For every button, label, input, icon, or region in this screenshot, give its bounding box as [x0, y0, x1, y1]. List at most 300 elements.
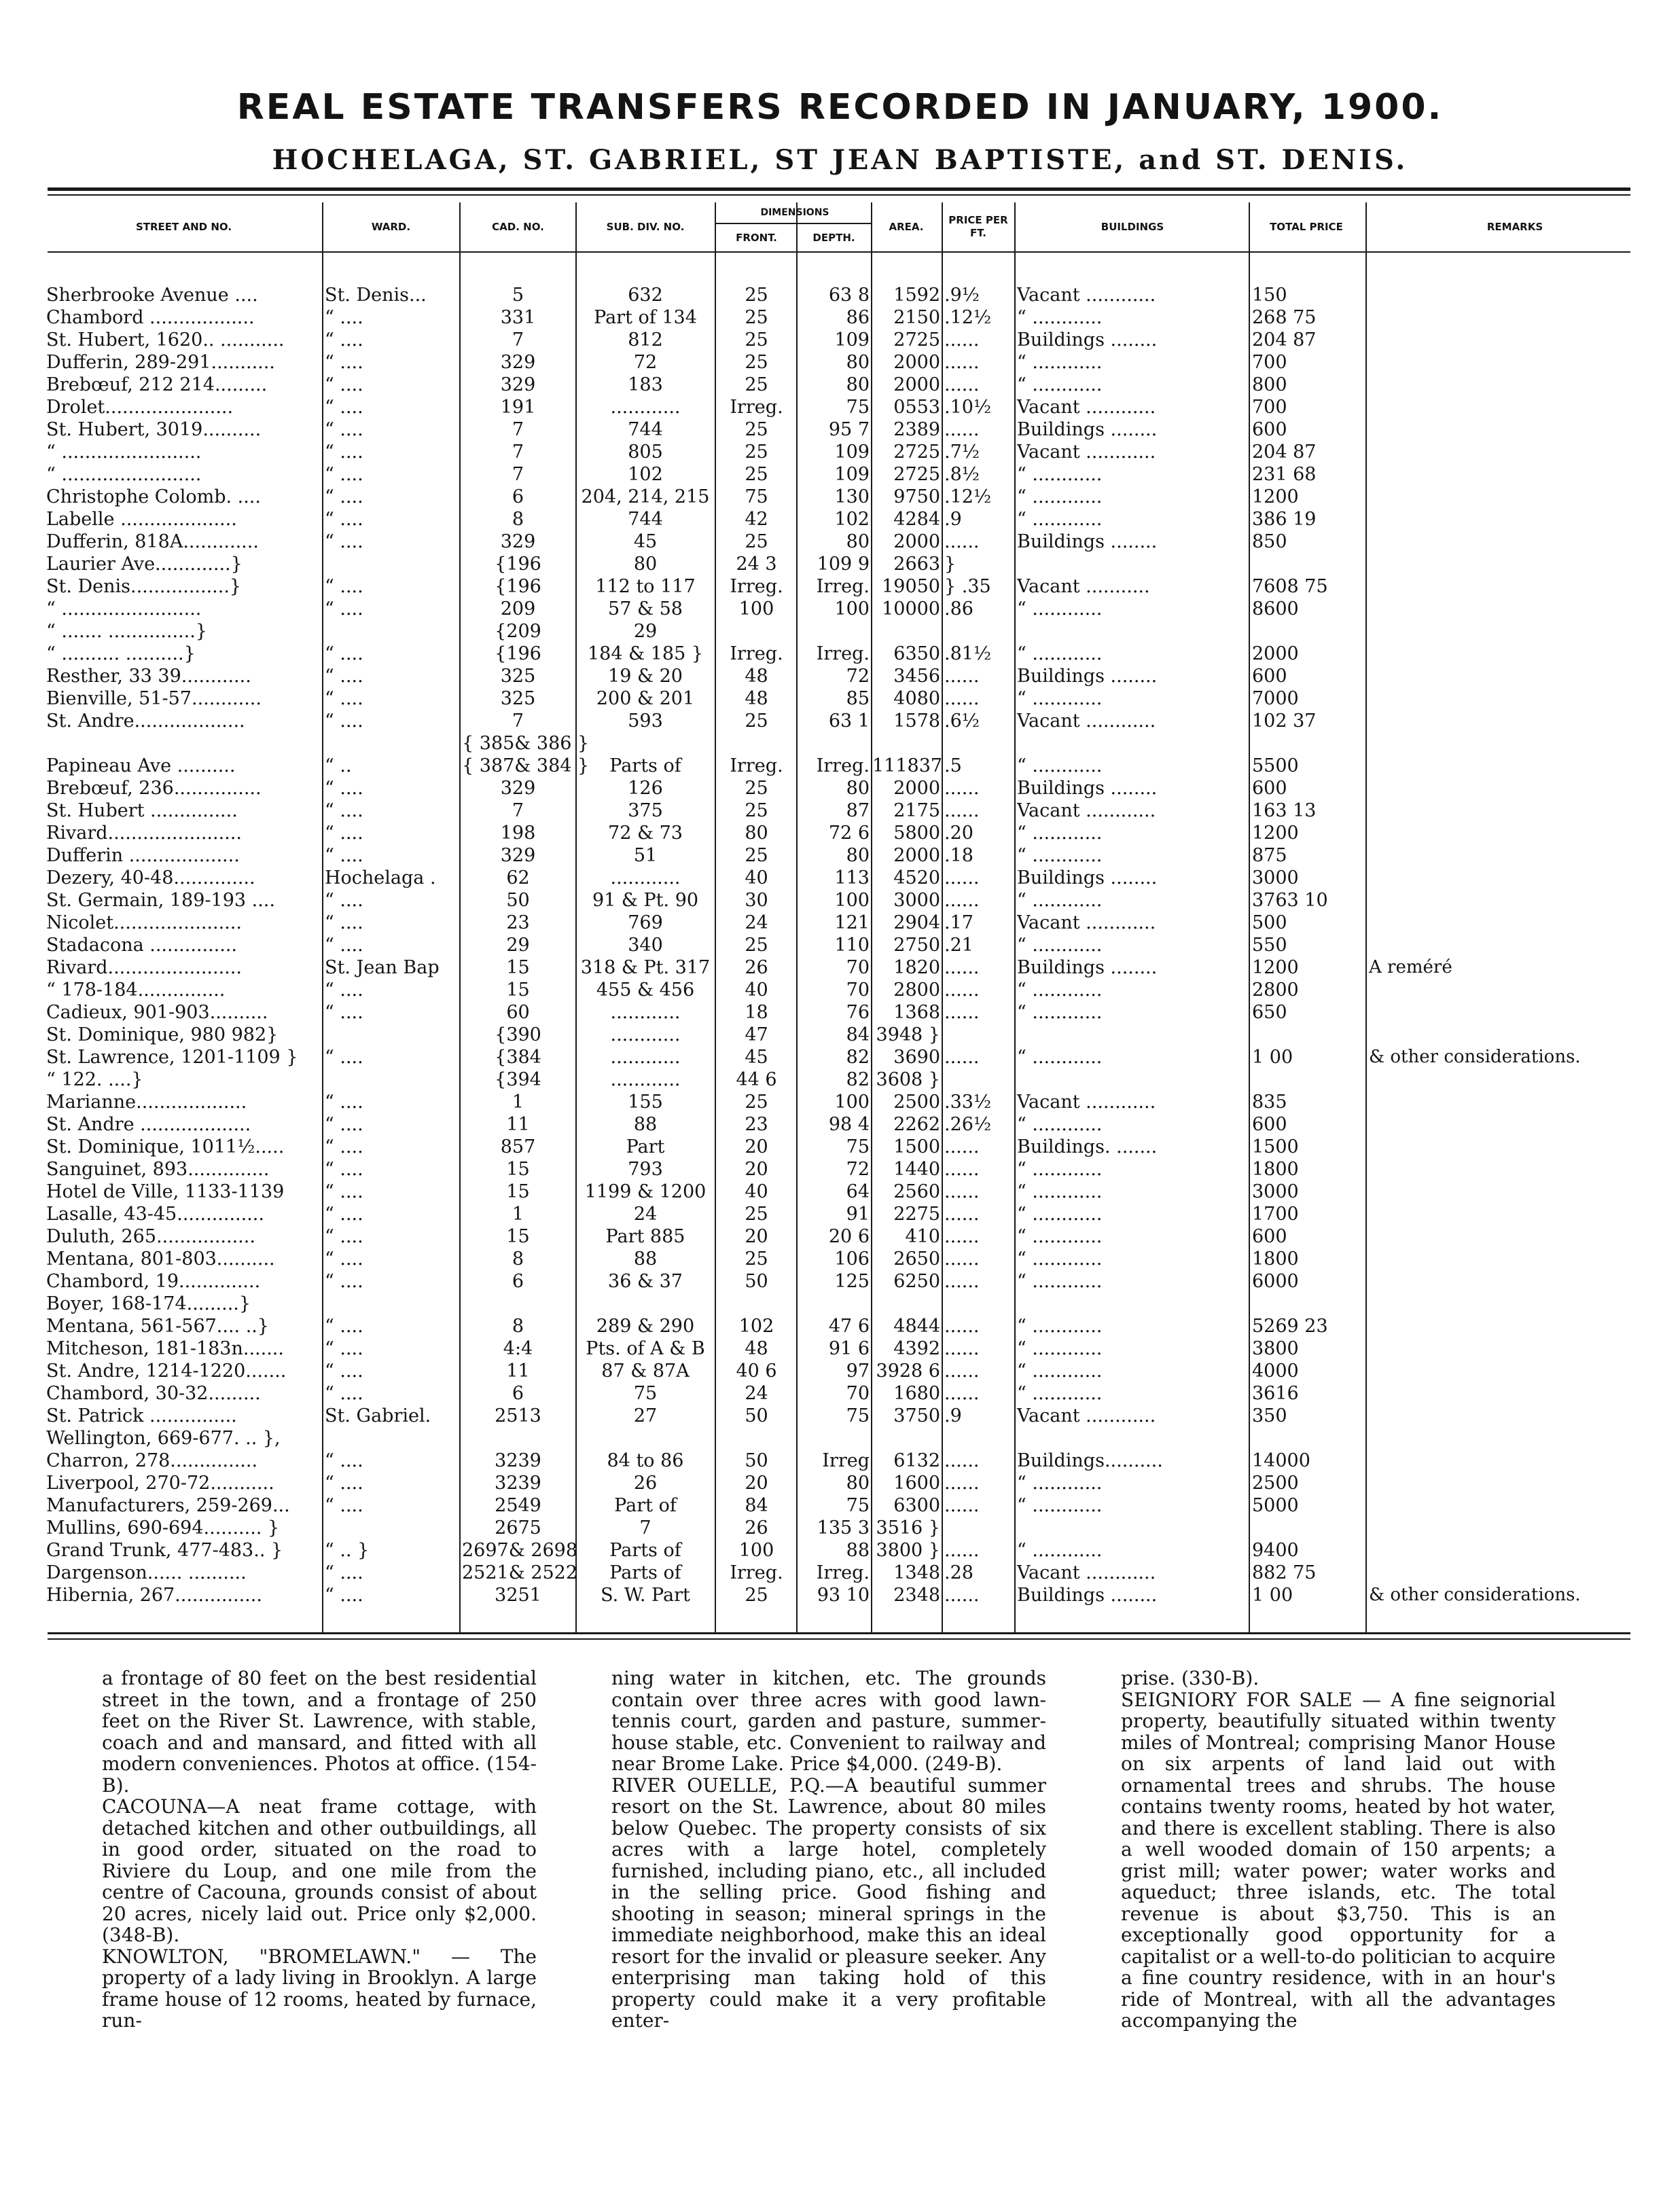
- cell-ppf: .6½: [944, 711, 980, 732]
- cell-ppf: ......: [944, 1450, 980, 1471]
- cell-remarks: [1369, 1203, 1661, 1225]
- cell-sub: 126: [628, 778, 663, 799]
- cell-remarks: [1369, 1517, 1661, 1539]
- cell-remarks: [1369, 755, 1661, 777]
- cell-cad: 15: [506, 1159, 530, 1180]
- top-rule-thin: [48, 194, 1630, 196]
- cell-cad: 7: [512, 800, 524, 821]
- cell-sub: 805: [628, 442, 663, 463]
- cell-sub: ............: [610, 867, 681, 888]
- cell-depth: 80: [846, 374, 870, 395]
- cell-front: 50: [745, 1405, 768, 1426]
- cell-ward: “ ....: [325, 576, 363, 597]
- table-row: [0, 1293, 1680, 1315]
- cell-sub: [577, 1427, 713, 1450]
- cell-street: Sherbrooke Avenue ....: [46, 285, 258, 306]
- cell-remarks: [1369, 1270, 1661, 1293]
- cell-cad: 7: [512, 464, 524, 485]
- cell-area: 1578: [893, 711, 940, 732]
- cell-area: 3000: [893, 890, 940, 911]
- cell-total: 204 87: [1252, 329, 1317, 350]
- cell-area: 6300: [893, 1495, 940, 1516]
- cell-sub: ............: [610, 397, 681, 418]
- ad-column-1: [102, 1668, 537, 2191]
- cell-remarks: [1369, 351, 1661, 374]
- cell-bldg: “ ............: [1017, 1271, 1103, 1292]
- cell-sub: 318 & Pt. 317: [580, 957, 711, 978]
- cell-area: 2725: [893, 442, 940, 463]
- cell-cad: 6: [512, 1383, 524, 1404]
- cell-ppf: .18: [944, 845, 973, 866]
- cell-front: 24: [745, 1383, 768, 1404]
- cell-total: 1800: [1252, 1248, 1299, 1270]
- cell-front: 40 6: [736, 1361, 777, 1382]
- cell-ppf: ......: [944, 1495, 980, 1516]
- cell-ward: “ ....: [325, 1159, 363, 1180]
- cell-area: 2725: [893, 464, 940, 485]
- cell-area: 1600: [893, 1473, 940, 1494]
- table-row: [0, 979, 1680, 1001]
- table-row: [0, 1562, 1680, 1584]
- cell-street: Mentana, 801-803..........: [46, 1248, 275, 1270]
- ad-paragraph: prise. (330-B).: [1121, 1667, 1259, 1689]
- cell-sub: 155: [628, 1092, 663, 1113]
- cell-cad: 2513: [495, 1405, 541, 1426]
- cell-remarks: [1369, 1360, 1661, 1382]
- cell-street: Chambord, 19..............: [46, 1271, 261, 1292]
- cell-sub: 289 & 290: [596, 1316, 695, 1337]
- cell-total: 3616: [1252, 1383, 1299, 1404]
- cell-street: “ .......... ..........}: [46, 643, 196, 664]
- header-price-per-ft: PRICE PER FT.: [948, 214, 1008, 239]
- cell-cad: 2521& 2522: [462, 1562, 578, 1583]
- top-rule-thick: [48, 187, 1630, 191]
- cell-total: 1200: [1252, 957, 1299, 978]
- cell-total: 350: [1252, 1405, 1287, 1426]
- cell-street: “ ........................: [46, 442, 202, 463]
- table-row: [0, 1360, 1680, 1382]
- cell-area: 3516 }: [876, 1517, 940, 1539]
- table-row: [0, 1337, 1680, 1360]
- cell-front: 25: [745, 711, 768, 732]
- cell-bldg: “ ............: [1017, 890, 1103, 911]
- cell-street: Duluth, 265.................: [46, 1226, 255, 1247]
- cell-bldg: Buildings ........: [1017, 531, 1158, 552]
- table-row: [0, 463, 1680, 486]
- cell-total: 1500: [1252, 1136, 1299, 1157]
- cell-street: Dezery, 40-48..............: [46, 867, 255, 888]
- table-row: [0, 710, 1680, 732]
- cell-depth: Irreg: [822, 1450, 870, 1471]
- cell-bldg: Vacant ............: [1017, 1092, 1156, 1113]
- cell-sub: 75: [633, 1383, 658, 1404]
- cell-ward: “ ....: [325, 912, 363, 933]
- cell-sub: S. W. Part: [601, 1585, 690, 1606]
- cell-remarks: [1369, 306, 1661, 329]
- cell-bldg: “ ............: [1017, 1159, 1103, 1180]
- cell-ward: “ ....: [325, 374, 363, 395]
- cell-bldg: “ ............: [1017, 845, 1103, 866]
- cell-street: Mitcheson, 181-183n.......: [46, 1338, 284, 1359]
- cell-cad: 198: [500, 823, 536, 844]
- cell-ward: “ ....: [325, 397, 363, 418]
- cell-ward: “ .. }: [325, 1540, 370, 1561]
- cell-street: St. Hubert, 1620.. ...........: [46, 329, 285, 350]
- table-row: [0, 1113, 1680, 1136]
- cell-remarks: [1369, 418, 1661, 441]
- cell-ppf: [944, 620, 1012, 643]
- cell-ppf: ......: [944, 957, 980, 978]
- cell-front: 20: [745, 1136, 768, 1157]
- cell-bldg: [1017, 1517, 1248, 1539]
- cell-ward: “ ....: [325, 1002, 363, 1023]
- cell-ppf: ......: [944, 867, 980, 888]
- cell-area: [872, 1427, 940, 1450]
- cell-remarks: [1369, 777, 1661, 799]
- table-bottom-rule: [48, 1632, 1630, 1634]
- cell-depth: 82: [846, 1047, 870, 1068]
- cell-depth: 72: [846, 1159, 870, 1180]
- cell-bldg: “ ............: [1017, 509, 1103, 530]
- cell-ward: “ ....: [325, 1271, 363, 1292]
- cell-remarks: [1369, 575, 1661, 598]
- cell-cad: {196: [495, 554, 541, 575]
- cell-sub: 88: [633, 1114, 658, 1135]
- table-row: [0, 553, 1680, 575]
- table-row: [0, 1091, 1680, 1113]
- cell-ppf: .12½: [944, 486, 992, 507]
- ad-paragraph: CACOUNA—A neat frame cottage, with detached kitchen and other outbuildings, all in good order, situated on the road to Riviere du Loup, and one mile from the centre of Cacouna, grounds consist of about 20 acres, nicely laid out. Price only $2,000. (348-B).: [102, 1795, 537, 1946]
- cell-bldg: Buildings ........: [1017, 666, 1158, 687]
- table-row: [0, 441, 1680, 463]
- cell-cad: 62: [506, 867, 530, 888]
- cell-ppf: .28: [944, 1562, 973, 1583]
- cell-ppf: [944, 1427, 1012, 1450]
- cell-depth: 75: [846, 1136, 870, 1157]
- cell-ward: “ ....: [325, 1495, 363, 1516]
- cell-cad: 325: [500, 688, 536, 709]
- cell-street: “ 122. ....}: [46, 1069, 143, 1090]
- cell-cad: 2697& 2698: [462, 1540, 578, 1561]
- cell-sub: ............: [610, 1047, 681, 1068]
- cell-front: 26: [745, 957, 768, 978]
- header-buildings: BUILDINGS: [1101, 220, 1164, 233]
- cell-remarks: [1369, 665, 1661, 687]
- cell-street: Papineau Ave ..........: [46, 755, 236, 776]
- cell-remarks: [1369, 1181, 1661, 1203]
- cell-sub: ............: [610, 1069, 681, 1090]
- cell-ward: “ ....: [325, 1383, 363, 1404]
- cell-depth: 100: [834, 890, 870, 911]
- table-row: [0, 1517, 1680, 1539]
- cell-ppf: .7½: [944, 442, 980, 463]
- cell-sub: 45: [633, 531, 658, 552]
- cell-ward: “ ....: [325, 419, 363, 440]
- cell-total: 1200: [1252, 823, 1299, 844]
- cell-sub: 183: [628, 374, 663, 395]
- cell-cad: {196: [495, 643, 541, 664]
- cell-depth: 106: [834, 1248, 870, 1270]
- cell-sub: 87 & 87A: [601, 1361, 690, 1382]
- cell-cad: 29: [506, 935, 530, 956]
- cell-total: 700: [1252, 397, 1287, 418]
- cell-remarks: [1369, 1337, 1661, 1360]
- cell-area: 4392: [893, 1338, 940, 1359]
- cell-street: Grand Trunk, 477-483.. }: [46, 1540, 283, 1561]
- cell-sub: 88: [633, 1248, 658, 1270]
- cell-depth: Irreg.: [816, 755, 870, 776]
- cell-front: 100: [738, 598, 774, 619]
- cell-total: [1252, 1517, 1361, 1539]
- cell-remarks: [1369, 1158, 1661, 1181]
- cell-sub: 29: [633, 621, 658, 642]
- cell-ward: “ ....: [325, 935, 363, 956]
- cell-ppf: }: [944, 554, 957, 575]
- cell-total: 3763 10: [1252, 890, 1328, 911]
- cell-bldg: “ ............: [1017, 688, 1103, 709]
- cell-ward: “ ....: [325, 598, 363, 619]
- cell-cad: 4:4: [503, 1338, 533, 1359]
- cell-street: Liverpool, 270-72...........: [46, 1473, 274, 1494]
- cell-area: [872, 620, 940, 643]
- cell-depth: 76: [846, 1002, 870, 1023]
- cell-cad: 325: [500, 666, 536, 687]
- cell-ppf: ......: [944, 778, 980, 799]
- header-depth: DEPTH.: [812, 231, 855, 244]
- cell-area: 2348: [893, 1585, 940, 1606]
- cell-remarks: [1369, 1001, 1661, 1024]
- cell-ward: “ ....: [325, 1204, 363, 1225]
- cell-cad: 7: [512, 442, 524, 463]
- cell-depth: 72 6: [828, 823, 870, 844]
- cell-area: 2725: [893, 329, 940, 350]
- cell-front: 25: [745, 285, 768, 306]
- cell-cad: 23: [506, 912, 530, 933]
- cell-depth: 63 8: [828, 285, 870, 306]
- cell-ward: “ ....: [325, 688, 363, 709]
- cell-cad: 60: [506, 1002, 530, 1023]
- cell-depth: 93 10: [817, 1585, 870, 1606]
- cell-total: 14000: [1252, 1450, 1310, 1471]
- cell-cad: 50: [506, 890, 530, 911]
- cell-ward: “ ....: [325, 800, 363, 821]
- cell-area: 4844: [893, 1316, 940, 1337]
- table-row: [0, 1181, 1680, 1203]
- cell-ppf: } .35: [944, 576, 991, 597]
- cell-total: 800: [1252, 374, 1287, 395]
- cell-remarks: [1369, 844, 1661, 867]
- cell-area: 4080: [893, 688, 940, 709]
- cell-ward: [325, 1068, 457, 1091]
- cell-ward: “ ....: [325, 979, 363, 1001]
- cell-remarks: [1369, 553, 1661, 575]
- cell-front: 84: [745, 1495, 768, 1516]
- cell-total: 700: [1252, 352, 1287, 373]
- cell-ppf: [944, 1517, 1012, 1539]
- table-row: [0, 755, 1680, 777]
- cell-street: Brebœuf, 236...............: [46, 778, 262, 799]
- cell-sub: 375: [628, 800, 663, 821]
- cell-remarks: [1369, 912, 1661, 934]
- cell-front: Irreg.: [730, 643, 783, 664]
- cell-remarks: [1369, 1113, 1661, 1136]
- cell-depth: 63 1: [828, 711, 870, 732]
- cell-ppf: ......: [944, 1002, 980, 1023]
- cell-bldg: [1017, 1427, 1248, 1450]
- cell-street: Hotel de Ville, 1133-1139: [46, 1181, 285, 1202]
- cell-area: 6350: [893, 643, 940, 664]
- cell-ppf: .9½: [944, 285, 980, 306]
- table-row: [0, 1158, 1680, 1181]
- cell-front: 25: [745, 464, 768, 485]
- cell-depth: 113: [834, 867, 870, 888]
- cell-depth: 70: [846, 957, 870, 978]
- cell-street: Boyer, 168-174.........}: [46, 1293, 251, 1314]
- cell-cad: {196: [495, 576, 541, 597]
- cell-sub: 793: [628, 1159, 663, 1180]
- cell-cad: {390: [495, 1024, 541, 1045]
- cell-remarks: & other considerations.: [1369, 1585, 1581, 1605]
- cell-ppf: ......: [944, 1585, 980, 1606]
- cell-total: 850: [1252, 531, 1287, 552]
- header-remarks: REMARKS: [1486, 220, 1543, 233]
- cell-ppf: ......: [944, 688, 980, 709]
- cell-depth: 75: [846, 1495, 870, 1516]
- table-row: [0, 351, 1680, 374]
- cell-street: Drolet......................: [46, 397, 234, 418]
- cell-ppf: ......: [944, 800, 980, 821]
- cell-ward: “ ....: [325, 1092, 363, 1113]
- table-row: [0, 284, 1680, 306]
- cell-total: [1252, 620, 1361, 643]
- cell-ward: “ ....: [325, 464, 363, 485]
- cell-sub: 812: [628, 329, 663, 350]
- cell-sub: 102: [628, 464, 663, 485]
- cell-ward: “ ....: [325, 531, 363, 552]
- cell-front: 48: [745, 1338, 768, 1359]
- cell-ward: “ ....: [325, 486, 363, 507]
- cell-bldg: “ ............: [1017, 1226, 1103, 1247]
- cell-street: Dufferin ...................: [46, 845, 240, 866]
- cell-sub: 72: [633, 352, 658, 373]
- cell-remarks: [1369, 284, 1661, 306]
- cell-remarks: [1369, 1472, 1661, 1494]
- table-row: [0, 1539, 1680, 1562]
- table-row: [0, 934, 1680, 956]
- cell-depth: [798, 1293, 870, 1315]
- cell-cad: 329: [500, 778, 536, 799]
- cell-total: 386 19: [1252, 509, 1317, 530]
- cell-sub: 19 & 20: [608, 666, 683, 687]
- cell-area: 9750: [893, 486, 940, 507]
- cell-street: Dargenson...... ..........: [46, 1562, 247, 1583]
- cell-front: [717, 1293, 796, 1315]
- cell-cad: 329: [500, 352, 536, 373]
- cell-bldg: Vacant ............: [1017, 711, 1156, 732]
- table-row: [0, 643, 1680, 665]
- cell-street: St. Andre, 1214-1220.......: [46, 1361, 287, 1382]
- cell-area: 111837: [872, 755, 943, 776]
- cell-area: 5800: [893, 823, 940, 844]
- cell-front: 40: [745, 979, 768, 1001]
- cell-ward: “ ....: [325, 1450, 363, 1471]
- table-row: [0, 822, 1680, 844]
- cell-ppf: ......: [944, 531, 980, 552]
- cell-total: 600: [1252, 778, 1287, 799]
- cell-bldg: “ ............: [1017, 1114, 1103, 1135]
- cell-cad: {394: [495, 1069, 541, 1090]
- cell-bldg: Buildings ........: [1017, 867, 1158, 888]
- cell-front: 24: [745, 912, 768, 933]
- cell-ward: “ ....: [325, 329, 363, 350]
- cell-area: 0553: [893, 397, 940, 418]
- cell-bldg: “ ............: [1017, 1181, 1103, 1202]
- cell-street: Christophe Colomb. ....: [46, 486, 261, 507]
- cell-sub: 24: [633, 1204, 658, 1225]
- cell-ward: “ ....: [325, 1248, 363, 1270]
- cell-front: 20: [745, 1473, 768, 1494]
- cell-remarks: [1369, 1136, 1661, 1158]
- cell-bldg: Vacant ............: [1017, 1562, 1156, 1583]
- cell-remarks: [1369, 1539, 1661, 1562]
- cell-front: 20: [745, 1159, 768, 1180]
- cell-remarks: [1369, 1068, 1661, 1091]
- cell-bldg: “ ............: [1017, 1473, 1103, 1494]
- cell-bldg: [1017, 732, 1248, 755]
- cell-total: 3800: [1252, 1338, 1299, 1359]
- table-row: [0, 1225, 1680, 1248]
- cell-ward: “ ....: [325, 1181, 363, 1202]
- cell-ppf: ......: [944, 979, 980, 1001]
- cell-ward: “ ....: [325, 1338, 363, 1359]
- cell-remarks: [1369, 889, 1661, 912]
- cell-total: 4000: [1252, 1361, 1299, 1382]
- cell-bldg: “ ............: [1017, 1316, 1103, 1337]
- cell-ppf: ......: [944, 1316, 980, 1337]
- cell-total: 600: [1252, 666, 1287, 687]
- cell-front: [717, 620, 796, 643]
- cell-depth: 109 9: [817, 554, 870, 575]
- cell-cad: 15: [506, 979, 530, 1001]
- cell-front: Irreg.: [730, 1562, 783, 1583]
- cell-cad: 15: [506, 957, 530, 978]
- cell-depth: 125: [834, 1271, 870, 1292]
- cell-street: St. Dominique, 1011½.....: [46, 1136, 285, 1157]
- cell-bldg: Buildings..........: [1017, 1450, 1163, 1471]
- cell-street: Labelle ....................: [46, 509, 237, 530]
- cell-ppf: ......: [944, 329, 980, 350]
- cell-street: St. Denis.................}: [46, 576, 242, 597]
- cell-total: 231 68: [1252, 464, 1317, 485]
- table-row: [0, 1472, 1680, 1494]
- table-row: [0, 418, 1680, 441]
- cell-remarks: [1369, 530, 1661, 553]
- table-row: [0, 1405, 1680, 1427]
- cell-total: 500: [1252, 912, 1287, 933]
- cell-depth: 80: [846, 352, 870, 373]
- cell-sub: 455 & 456: [596, 979, 695, 1001]
- cell-ppf: .12½: [944, 307, 992, 328]
- cell-sub: Parts of: [609, 755, 681, 776]
- cell-bldg: Vacant ............: [1017, 442, 1156, 463]
- cell-ppf: ......: [944, 666, 980, 687]
- cell-total: 6000: [1252, 1271, 1299, 1292]
- cell-remarks: [1369, 867, 1661, 889]
- cell-bldg: [1017, 1293, 1248, 1315]
- table-bottom-rule-2: [48, 1638, 1630, 1640]
- cell-depth: 70: [846, 1383, 870, 1404]
- cell-area: [872, 1293, 940, 1315]
